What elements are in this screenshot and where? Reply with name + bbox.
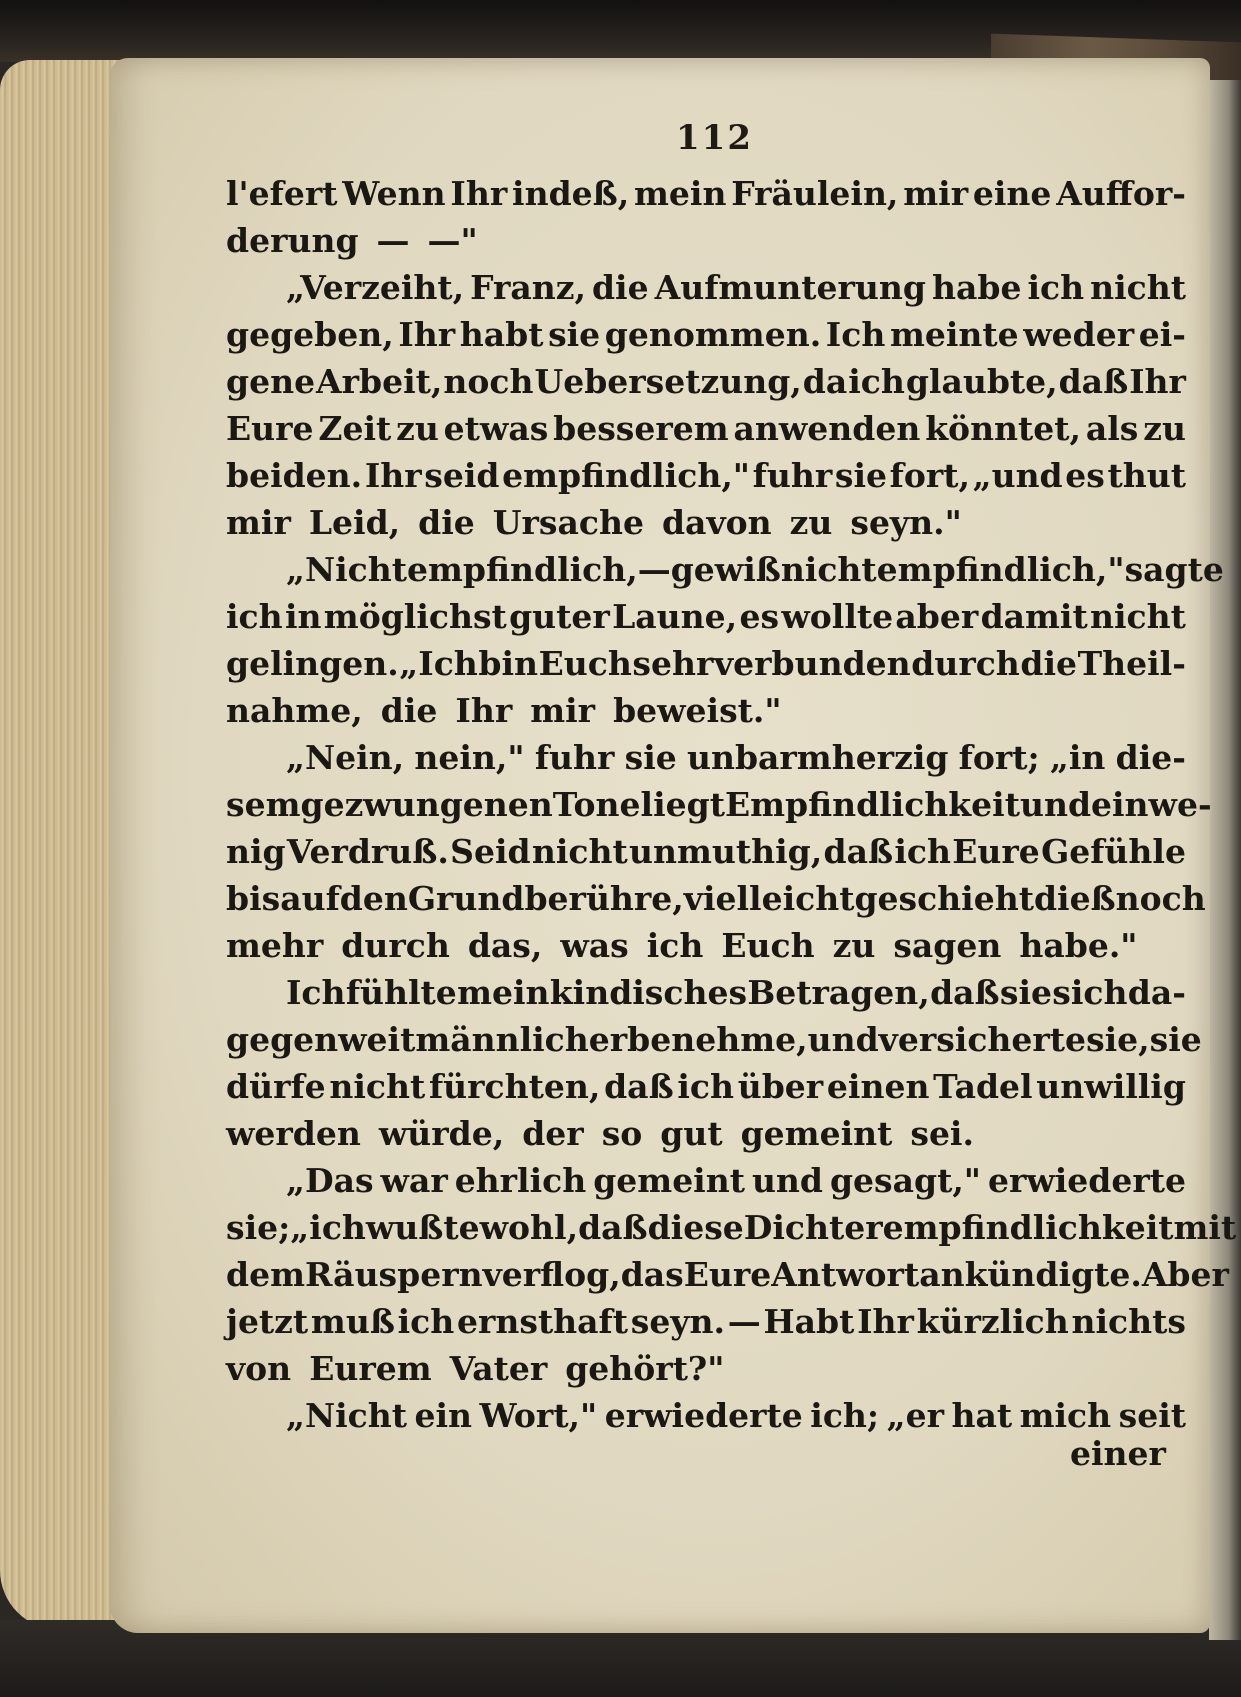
word: ich: [894, 832, 951, 871]
word: genommen.: [604, 315, 822, 354]
word: „Verzeiht,: [286, 268, 465, 307]
word: sehr: [632, 644, 714, 683]
word: fühlte: [345, 973, 457, 1012]
word: empfindlich,": [502, 456, 750, 495]
word: —: [637, 550, 671, 589]
word: ich: [397, 1302, 455, 1341]
word: Aber: [1141, 1255, 1229, 1294]
word: und: [807, 1020, 879, 1059]
word: daß: [823, 832, 894, 871]
word: daß: [578, 1208, 648, 1247]
word: —: [727, 1302, 761, 1341]
word: durch: [911, 644, 1020, 683]
word: mein: [634, 174, 727, 213]
word: „in: [1049, 738, 1106, 777]
text-line: [226, 170, 1186, 217]
word: „er: [886, 1396, 944, 1435]
word: nicht: [780, 550, 877, 589]
text-line: [226, 499, 1186, 546]
word: sie: [1149, 1020, 1202, 1059]
word: die-: [1115, 738, 1186, 777]
word: erwiederte: [604, 1396, 803, 1435]
word: mich: [1019, 1396, 1112, 1435]
text-line: [226, 358, 1186, 405]
word: Theil-: [1077, 644, 1186, 683]
word: ein: [1091, 785, 1149, 824]
word: Euch: [538, 644, 632, 683]
word: derung: [226, 221, 359, 260]
text-line: [226, 1251, 1229, 1298]
word: nicht: [329, 1067, 426, 1106]
word: nein,": [414, 738, 525, 777]
word: nichts: [1071, 1302, 1186, 1341]
word: mir: [530, 691, 596, 730]
word: mir: [226, 503, 291, 542]
word: Euch: [721, 926, 815, 965]
word: sie,: [1086, 1020, 1150, 1059]
word: verbunden: [713, 644, 911, 683]
word: benehme,: [627, 1020, 808, 1059]
word: da-: [1127, 973, 1186, 1012]
word: Franz,: [470, 268, 586, 307]
word: gewiß: [670, 550, 781, 589]
word: Dichterempfindlichkeit: [743, 1208, 1174, 1247]
word: kürzlich: [916, 1302, 1069, 1341]
word: zu: [832, 926, 876, 965]
text-line: [226, 875, 1206, 922]
page-edges: [0, 60, 120, 1630]
word: Tadel: [933, 1067, 1033, 1106]
word: Laune,: [612, 597, 738, 636]
word: Seid: [450, 832, 531, 871]
word: männlicher: [415, 1020, 628, 1059]
word: „und: [972, 456, 1063, 495]
word: Eure: [952, 832, 1040, 871]
word: weder: [1023, 315, 1135, 354]
text-line: [226, 1392, 1186, 1439]
text-line: [226, 1110, 1186, 1157]
word: fürchten,: [428, 1067, 601, 1106]
word: würde,: [378, 1114, 505, 1153]
word: „ich: [290, 1208, 366, 1247]
word: weit: [338, 1020, 416, 1059]
word: kindisches: [549, 973, 748, 1012]
word: Ihr: [398, 315, 456, 354]
word: Verdruß.: [286, 832, 449, 871]
word: der: [522, 1114, 584, 1153]
word: Grund: [407, 879, 525, 918]
body-text: [226, 170, 1237, 1439]
word: Habt: [763, 1302, 855, 1341]
word: als: [1085, 409, 1139, 448]
word: ich;: [810, 1396, 880, 1435]
word: versicherte: [878, 1020, 1087, 1059]
word: unmuthig,: [629, 832, 823, 871]
word: anwenden: [733, 409, 921, 448]
word: aber: [895, 597, 979, 636]
word: sei.: [910, 1114, 974, 1153]
text-line: [226, 687, 1186, 734]
word: „Nein,: [286, 738, 405, 777]
word: Betragen,: [747, 973, 930, 1012]
word: daß: [930, 973, 1000, 1012]
word: Auffor-: [1056, 174, 1186, 213]
text-line: [226, 734, 1186, 781]
word: eine: [972, 174, 1052, 213]
word: daß: [604, 1067, 674, 1106]
word: gehört?": [565, 1349, 725, 1388]
word: Gefühle: [1041, 832, 1186, 871]
word: die: [591, 268, 649, 307]
word: Räuspern: [305, 1255, 483, 1294]
word: gene: [226, 362, 316, 401]
word: liegt: [640, 785, 725, 824]
word: wohl,: [479, 1208, 579, 1247]
text-line: [226, 640, 1186, 687]
word: wollte: [781, 597, 894, 636]
word: ich: [1027, 268, 1085, 307]
word: Ihr: [364, 456, 422, 495]
word: davon: [661, 503, 772, 542]
word: durch: [341, 926, 450, 965]
word: noch: [1115, 879, 1206, 918]
text-line: [226, 1157, 1186, 1204]
word: fuhr: [752, 456, 833, 495]
text-line: [226, 452, 1186, 499]
word: —": [427, 221, 478, 260]
word: Uebersetzung,: [534, 362, 802, 401]
word: sie: [624, 738, 677, 777]
word: Ihr: [455, 691, 513, 730]
word: ein: [414, 1396, 473, 1435]
word: seyn.": [850, 503, 962, 542]
word: und: [751, 1161, 823, 1200]
word: empfindlich,: [407, 550, 638, 589]
word: bin: [478, 644, 538, 683]
word: seid: [424, 456, 500, 495]
word: Antwort: [771, 1255, 920, 1294]
word: könntet,: [925, 409, 1082, 448]
word: ich: [226, 597, 283, 636]
word: Vater: [449, 1349, 548, 1388]
word: „Ich: [399, 644, 478, 683]
word: sie: [834, 456, 887, 495]
word: „Nicht: [286, 550, 408, 589]
word: mir: [903, 174, 969, 213]
word: sie: [548, 315, 601, 354]
word: beweist.": [613, 691, 782, 730]
word: fort,: [889, 456, 970, 495]
text-line: [226, 1063, 1186, 1110]
word: jetzt: [226, 1302, 309, 1341]
word: ich: [646, 926, 704, 965]
word: wußte: [365, 1208, 480, 1247]
word: zu: [396, 409, 439, 448]
word: indeß,: [512, 174, 630, 213]
word: nicht: [1090, 268, 1186, 307]
word: habt: [459, 315, 544, 354]
word: Ihr: [1129, 362, 1186, 401]
word: über: [737, 1067, 824, 1106]
word: die: [418, 503, 475, 542]
word: sagen: [893, 926, 1002, 965]
word: die: [1020, 644, 1077, 683]
word: nicht: [1090, 597, 1186, 636]
word: nicht: [531, 832, 628, 871]
text-line: [226, 781, 1212, 828]
word: gegeben,: [226, 315, 394, 354]
word: Eure: [683, 1255, 772, 1294]
word: verflog,: [482, 1255, 621, 1294]
word: dem: [226, 1255, 305, 1294]
word: werden: [226, 1114, 361, 1153]
word: sagte: [1124, 550, 1224, 589]
word: mein: [457, 973, 550, 1012]
word: mehr: [226, 926, 324, 965]
word: we-: [1148, 785, 1212, 824]
word: habe.": [1019, 926, 1138, 965]
word: sem: [226, 785, 301, 824]
word: gezwungenen: [300, 785, 553, 824]
word: Leid,: [308, 503, 401, 542]
word: von: [226, 1349, 292, 1388]
word: ich: [848, 362, 905, 401]
text-line: [226, 546, 1224, 593]
word: Ich: [286, 973, 346, 1012]
word: Ich: [825, 315, 886, 354]
word: ei-: [1138, 315, 1186, 354]
word: Ihr: [450, 174, 508, 213]
word: seyn.: [630, 1302, 725, 1341]
word: dieß: [1033, 879, 1116, 918]
text-line: [226, 1345, 1186, 1392]
word: auf: [280, 879, 340, 918]
text-line: [226, 969, 1186, 1016]
text-line: [226, 828, 1186, 875]
book-right-edge: [1209, 80, 1241, 1640]
word: gut: [660, 1114, 723, 1153]
word: Wort,": [479, 1396, 598, 1435]
word: —: [376, 221, 410, 260]
text-line: [226, 264, 1186, 311]
word: unwillig: [1036, 1067, 1186, 1106]
word: l'efert: [226, 174, 338, 213]
word: erwiederte: [987, 1161, 1186, 1200]
word: den: [339, 879, 408, 918]
word: Eure: [226, 409, 314, 448]
word: gelingen.: [226, 644, 399, 683]
word: sie;: [226, 1208, 291, 1247]
word: berühre,: [524, 879, 684, 918]
word: ankündigte.: [919, 1255, 1142, 1294]
text-line: [226, 405, 1186, 452]
word: bis: [226, 879, 281, 918]
word: so: [601, 1114, 643, 1153]
word: unbarmherzig: [686, 738, 949, 777]
word: noch: [443, 362, 534, 401]
catchword: einer: [1070, 1434, 1166, 1473]
word: was: [560, 926, 629, 965]
word: beiden.: [226, 456, 363, 495]
word: habe: [932, 268, 1022, 307]
word: ernsthaft: [456, 1302, 628, 1341]
word: Ursache: [492, 503, 644, 542]
word: guter: [509, 597, 610, 636]
word: es: [739, 597, 780, 636]
word: seit: [1118, 1396, 1186, 1435]
word: thut: [1107, 456, 1186, 495]
word: in: [284, 597, 322, 636]
text-line: [226, 922, 1186, 969]
word: diese: [647, 1208, 744, 1247]
word: empfindlich,": [876, 550, 1125, 589]
word: Eurem: [309, 1349, 432, 1388]
word: Fräulein,: [731, 174, 899, 213]
word: das: [620, 1255, 684, 1294]
word: Ihr: [857, 1302, 914, 1341]
word: vielleicht: [683, 879, 855, 918]
word: geschieht: [854, 879, 1034, 918]
word: Empfindlichkeit: [724, 785, 1020, 824]
word: hat: [951, 1396, 1013, 1435]
word: muß: [310, 1302, 395, 1341]
word: Zeit: [318, 409, 392, 448]
word: „Nicht: [286, 1396, 408, 1435]
word: zu: [789, 503, 833, 542]
word: fort;: [958, 738, 1040, 777]
page-number: 112: [676, 118, 753, 158]
word: möglichst: [323, 597, 507, 636]
text-line: [226, 593, 1186, 640]
word: gemeint: [740, 1114, 893, 1153]
word: meinte: [889, 315, 1019, 354]
word: zu: [1143, 409, 1186, 448]
text-line: [226, 217, 1186, 264]
word: daß: [1058, 362, 1129, 401]
word: Wenn: [342, 174, 446, 213]
word: einen: [826, 1067, 930, 1106]
word: besserem: [553, 409, 729, 448]
word: gegen: [226, 1020, 339, 1059]
word: da: [802, 362, 848, 401]
word: nahme,: [226, 691, 363, 730]
word: das,: [467, 926, 543, 965]
word: sie: [999, 973, 1052, 1012]
word: Aufmunterung: [654, 268, 926, 307]
word: damit: [980, 597, 1088, 636]
text-line: [226, 1298, 1186, 1345]
word: fuhr: [534, 738, 615, 777]
word: etwas: [443, 409, 549, 448]
word: gesagt,": [829, 1161, 981, 1200]
word: nig: [226, 832, 286, 871]
word: dürfe: [226, 1067, 326, 1106]
word: Tone: [552, 785, 641, 824]
word: und: [1019, 785, 1092, 824]
text-line: [226, 1204, 1237, 1251]
word: sich: [1052, 973, 1128, 1012]
word: ich: [677, 1067, 734, 1106]
word: mit: [1173, 1208, 1237, 1247]
word: war: [380, 1161, 448, 1200]
word: es: [1065, 456, 1105, 495]
word: ehrlich: [454, 1161, 587, 1200]
word: glaubte,: [905, 362, 1058, 401]
text-line: [226, 311, 1186, 358]
text-line: [226, 1016, 1202, 1063]
word: „Das: [286, 1161, 374, 1200]
word: gemeint: [593, 1161, 745, 1200]
word: die: [380, 691, 438, 730]
word: Arbeit,: [316, 362, 443, 401]
